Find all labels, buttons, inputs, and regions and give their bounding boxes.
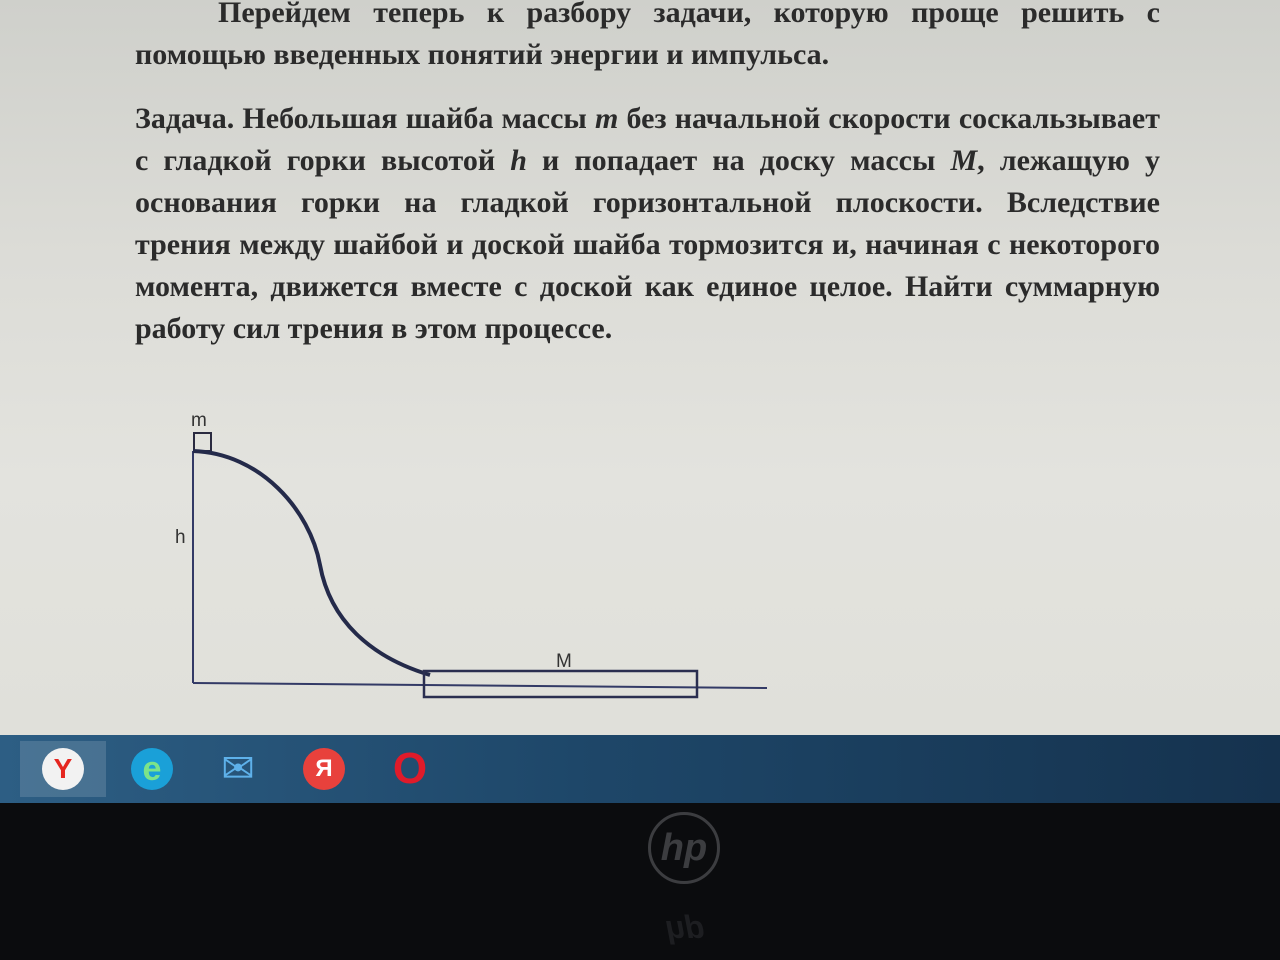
taskbar-yandex-browser[interactable]: [20, 741, 106, 797]
task-label: Задача.: [135, 102, 235, 135]
yandex-browser-icon: Y: [42, 748, 84, 790]
hp-logo: hp: [648, 812, 720, 884]
var-M: M: [950, 144, 978, 177]
var-m: m: [595, 102, 619, 135]
task-paragraph: [135, 98, 1160, 350]
ground-line: [193, 683, 767, 688]
height-label: h: [175, 527, 186, 548]
task-text-4: , лежащую у основания горки на гладкой горизонтальной плоскости. Вследствие трения между шайбой и доской шайба тормозится и, начиная с некоторого момента, движется вместе с доской как единое целое. Найти суммарную работу сил трения в этом процессе.: [135, 144, 1160, 345]
puck-label: m: [191, 410, 207, 431]
board-label: M: [556, 651, 572, 672]
monitor-bezel: [0, 803, 1280, 960]
board: [424, 671, 697, 697]
edge-icon: e: [131, 748, 173, 790]
intro-paragraph: Перейдем теперь к разбору задачи, которую проще решить с помощью введенных понятий энергии и импульса.: [135, 0, 1160, 71]
task-text-1: Небольшая шайба массы: [234, 102, 595, 135]
taskbar-yandex[interactable]: [295, 741, 353, 797]
hp-logo-reflection: hp: [665, 914, 705, 950]
yandex-icon: Я: [303, 748, 345, 790]
var-h: h: [510, 144, 527, 177]
task-text-3: и попадает на доску массы: [526, 144, 951, 177]
taskbar: [0, 735, 1280, 803]
hill-curve: [193, 451, 430, 675]
task-text-2: без начальной скорости соскальзывает с гладкой горки высотой: [135, 102, 1160, 177]
taskbar-opera[interactable]: [381, 741, 439, 797]
taskbar-mail[interactable]: [209, 741, 267, 797]
opera-icon: O: [392, 744, 428, 793]
taskbar-edge[interactable]: [123, 741, 181, 797]
problem-figure: [160, 395, 780, 705]
mail-icon: ✉: [221, 747, 255, 791]
puck: [194, 433, 211, 451]
